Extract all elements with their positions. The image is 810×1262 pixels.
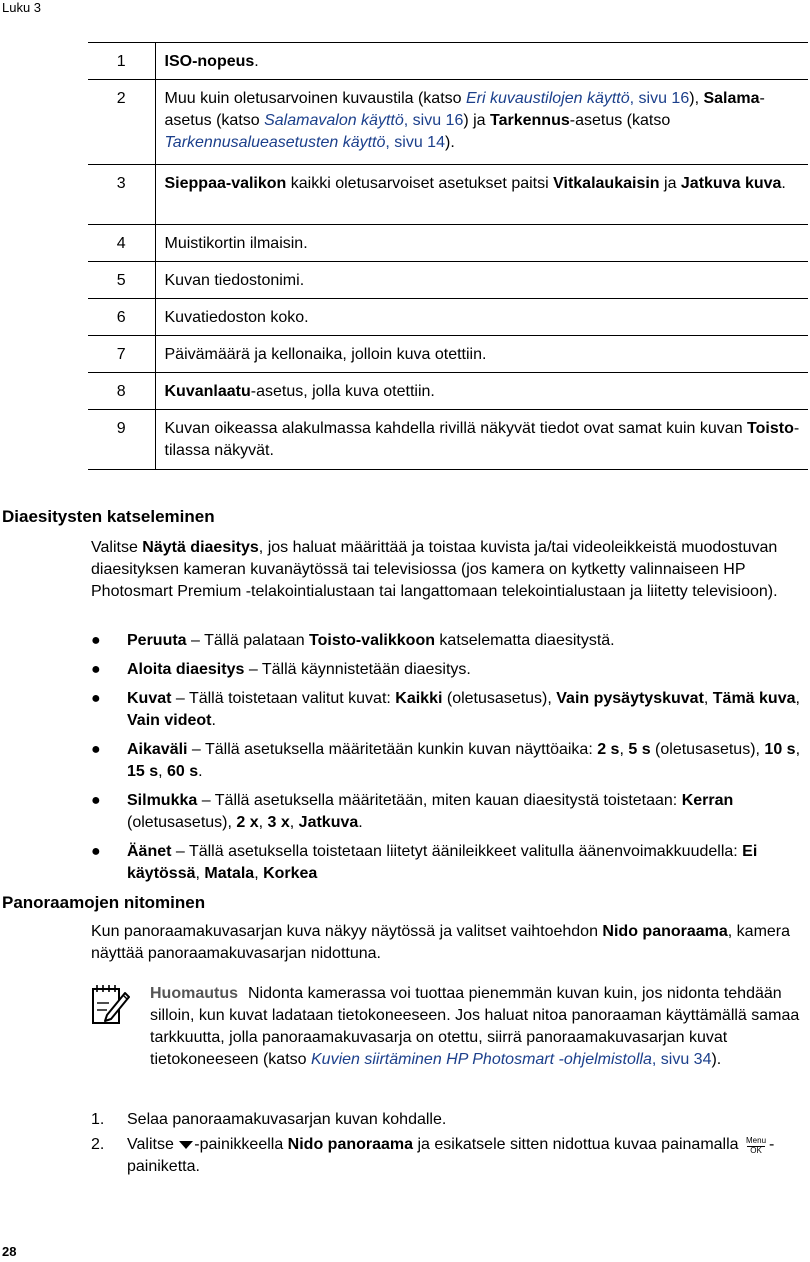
section-heading-panorama: Panoraamojen nitominen xyxy=(2,893,206,912)
note-box xyxy=(91,983,808,1071)
text-run: , jos haluat määrittää ja toistaa kuvista ja/tai videoleikkeistä muodostuvan diaesityksen kameran kuvanäytössä tai televisiossa (jos kamera on kytketty valinnaiseen HP Photosmart Premium -telakointialustaan tai langattomaan telekointialustaan ja liitetty televisioon). xyxy=(91,539,778,600)
bold-term: Vain pysäytyskuvat xyxy=(556,690,704,707)
text-run: -asetus (katso xyxy=(164,90,765,129)
text-run: , kamera näyttää panoraamakuvasarjan nidottuna. xyxy=(91,923,791,962)
row-number: 5 xyxy=(88,262,155,299)
text-run: . xyxy=(358,814,363,831)
cross-reference-link[interactable]: Tarkennusalueasetusten käyttö xyxy=(164,134,386,151)
text-run: , xyxy=(254,865,264,882)
bold-term: Jatkuva xyxy=(298,814,359,831)
text-run: ja esikatsele sitten nidottua kuvaa painamalla xyxy=(413,1136,744,1153)
row-description xyxy=(155,165,808,225)
slideshow-options-list xyxy=(91,630,808,892)
text-run: -painikkeella xyxy=(194,1136,288,1153)
row-number: 7 xyxy=(88,336,155,373)
bullet-dot: ● xyxy=(91,690,101,707)
text-run: – Tällä asetuksella toistetaan liitetyt äänileikkeet valitulla äänenvoimakkuudella: xyxy=(171,843,743,860)
row-description xyxy=(155,225,808,262)
row-number: 1 xyxy=(88,43,155,80)
step-item xyxy=(91,1134,808,1178)
list-item xyxy=(91,841,808,885)
bullet-dot: ● xyxy=(91,843,101,860)
step-number: 2. xyxy=(91,1136,105,1153)
row-description xyxy=(155,80,808,165)
text-run: – Tällä palataan xyxy=(186,632,310,649)
cross-reference-link[interactable]: , sivu 16 xyxy=(403,112,464,129)
down-arrow-button-icon xyxy=(178,1140,194,1150)
bold-term: Kerran xyxy=(681,792,734,809)
row-number: 9 xyxy=(88,410,155,470)
bold-term: Vitkalaukaisin xyxy=(553,175,660,192)
bold-term: 3 x xyxy=(267,814,290,831)
text-run: ja xyxy=(659,175,681,192)
bold-term: Silmukka xyxy=(127,792,198,809)
text-run: ). xyxy=(444,134,455,151)
bullet-dot: ● xyxy=(91,661,101,678)
cross-reference-link[interactable]: , sivu 16 xyxy=(629,90,690,107)
table-row xyxy=(88,336,808,373)
cross-reference-link[interactable]: Salamavalon käyttö xyxy=(264,112,404,129)
text-run: Muu kuin oletusarvoinen kuvaustila (katso xyxy=(164,90,466,107)
bold-term: Aloita diaesitys xyxy=(127,661,245,678)
text-run: Kuvan oikeassa alakulmassa kahdella rivillä näkyvät tiedot ovat samat kuin kuvan xyxy=(164,420,748,437)
text-run: Muistikortin ilmaisin. xyxy=(164,235,308,252)
menu-ok-button-icon: Menu OK xyxy=(746,1136,767,1155)
bold-term: Kaikki xyxy=(395,690,443,707)
bold-term: Äänet xyxy=(127,843,172,860)
bold-term: Näytä diaesitys xyxy=(142,539,259,556)
row-number: 6 xyxy=(88,299,155,336)
text-run: Selaa panoraamakuvasarjan kuvan kohdalle. xyxy=(127,1111,447,1128)
row-description xyxy=(155,410,808,470)
text-run: . xyxy=(198,763,203,780)
text-run: Kun panoraamakuvasarjan kuva näkyy näytössä ja valitset vaihtoehdon xyxy=(91,923,603,940)
info-table xyxy=(88,42,808,470)
text-run: . xyxy=(254,53,259,70)
cross-reference-link[interactable]: , sivu 14 xyxy=(385,134,445,151)
bold-term: Nido panoraama xyxy=(602,923,728,940)
bold-term: 2 s xyxy=(597,741,620,758)
text-run: ), xyxy=(689,90,704,107)
bullet-dot: ● xyxy=(91,792,101,809)
table-row xyxy=(88,299,808,336)
text-run: (oletusasetus), xyxy=(650,741,765,758)
bold-term: Kuvat xyxy=(127,690,172,707)
text-run: (oletusasetus), xyxy=(127,814,237,831)
text-run: – Tällä toistetaan valitut kuvat: xyxy=(171,690,396,707)
text-run: katselematta diaesitystä. xyxy=(434,632,615,649)
text-run: , xyxy=(195,865,205,882)
bold-term: 5 s xyxy=(628,741,651,758)
note-label: Huomautus xyxy=(150,985,238,1002)
chapter-header: Luku 3 xyxy=(2,0,42,15)
table-row xyxy=(88,410,808,470)
step-number: 1. xyxy=(91,1111,105,1128)
text-run: -asetus, jolla kuva otettiin. xyxy=(250,383,435,400)
text-run: , xyxy=(289,814,299,831)
text-run: Valitse xyxy=(127,1136,179,1153)
bold-term: Toisto xyxy=(747,420,794,437)
text-run: Päivämäärä ja kellonaika, jolloin kuva otettiin. xyxy=(164,346,487,363)
bold-term: Kuvanlaatu xyxy=(164,383,251,400)
text-run: kaikki oletusarvoiset asetukset paitsi xyxy=(286,175,554,192)
text-run: Kuvan tiedostonimi. xyxy=(164,272,305,289)
row-description xyxy=(155,373,808,410)
slideshow-intro xyxy=(91,537,806,603)
bold-term: 15 s xyxy=(127,763,159,780)
row-number: 8 xyxy=(88,373,155,410)
table-row xyxy=(88,373,808,410)
section-heading-slideshow: Diaesitysten katseleminen xyxy=(2,507,215,526)
row-description xyxy=(155,299,808,336)
bold-term: Ei käytössä xyxy=(127,843,758,882)
text-run: -tilassa näkyvät. xyxy=(164,420,800,459)
bold-term: Korkea xyxy=(263,865,318,882)
bullet-dot: ● xyxy=(91,741,101,758)
text-run: , xyxy=(258,814,268,831)
text-run: . xyxy=(781,175,786,192)
list-item xyxy=(91,688,808,732)
text-run: , xyxy=(795,741,801,758)
text-run: , xyxy=(158,763,168,780)
bold-term: Tarkennus xyxy=(490,112,570,129)
text-run: – Tällä käynnistetään diaesitys. xyxy=(244,661,471,678)
row-description xyxy=(155,336,808,373)
bold-term: 2 x xyxy=(236,814,259,831)
text-run: -painiketta. xyxy=(127,1136,775,1175)
bold-term: Toisto-valikkoon xyxy=(309,632,435,649)
bold-term: Peruuta xyxy=(127,632,187,649)
text-run: Valitse xyxy=(91,539,143,556)
bold-term: Aikaväli xyxy=(127,741,188,758)
bold-term: 10 s xyxy=(764,741,796,758)
list-item xyxy=(91,739,808,783)
cross-reference-link[interactable]: Kuvien siirtäminen HP Photosmart -ohjelmistolla xyxy=(311,1051,652,1068)
text-run: ). xyxy=(711,1051,722,1068)
row-number: 2 xyxy=(88,80,155,165)
table-row xyxy=(88,262,808,299)
text-run: Nidonta kamerassa voi tuottaa pienemmän kuvan kuin, jos nidonta tehdään silloin, kun kuvat ladataan tietokoneeseen. Jos haluat nitoa panoraaman käyttämällä samaa tarkkuutta, jolla panoraamakuvasarja on otettu, siirrä panoraamakuvasarjan kuvat tietokoneeseen (katso xyxy=(150,985,800,1068)
list-item xyxy=(91,790,808,834)
bold-term: Jatkuva kuva xyxy=(680,175,782,192)
bold-term: Sieppaa-valikon xyxy=(164,175,287,192)
text-run: , xyxy=(703,690,713,707)
bullet-dot: ● xyxy=(91,632,101,649)
bold-term: Matala xyxy=(204,865,255,882)
note-pencil-icon xyxy=(91,983,131,1027)
list-item xyxy=(91,630,808,652)
bold-term: Tämä kuva xyxy=(712,690,796,707)
row-description xyxy=(155,262,808,299)
table-row xyxy=(88,43,808,80)
panorama-intro xyxy=(91,921,806,965)
text-run: (oletusasetus), xyxy=(442,690,557,707)
bold-term: Salama xyxy=(703,90,760,107)
text-run: Kuvatiedoston koko. xyxy=(164,309,309,326)
text-run: , xyxy=(619,741,629,758)
step-item xyxy=(91,1109,808,1131)
cross-reference-link[interactable]: Eri kuvaustilojen käyttö xyxy=(466,90,630,107)
text-run: ) ja xyxy=(463,112,491,129)
panorama-steps xyxy=(91,1109,808,1181)
text-run: , xyxy=(795,690,800,707)
row-number: 4 xyxy=(88,225,155,262)
table-row xyxy=(88,225,808,262)
bold-term: ISO-nopeus xyxy=(164,53,255,70)
text-run: . xyxy=(211,712,216,729)
text-run: – Tällä asetuksella määritetään kunkin kuvan näyttöaika: xyxy=(187,741,598,758)
text-run: -asetus (katso xyxy=(569,112,671,129)
table-row xyxy=(88,80,808,165)
row-number: 3 xyxy=(88,165,155,225)
page-number: 28 xyxy=(2,1244,17,1259)
table-row xyxy=(88,165,808,225)
bold-term: Vain videot xyxy=(127,712,212,729)
list-item xyxy=(91,659,808,681)
cross-reference-link[interactable]: , sivu 34 xyxy=(651,1051,712,1068)
bold-term: 60 s xyxy=(167,763,199,780)
bold-term: Nido panoraama xyxy=(287,1136,414,1153)
text-run: – Tällä asetuksella määritetään, miten kauan diaesitystä toistetaan: xyxy=(197,792,682,809)
row-description xyxy=(155,43,808,80)
